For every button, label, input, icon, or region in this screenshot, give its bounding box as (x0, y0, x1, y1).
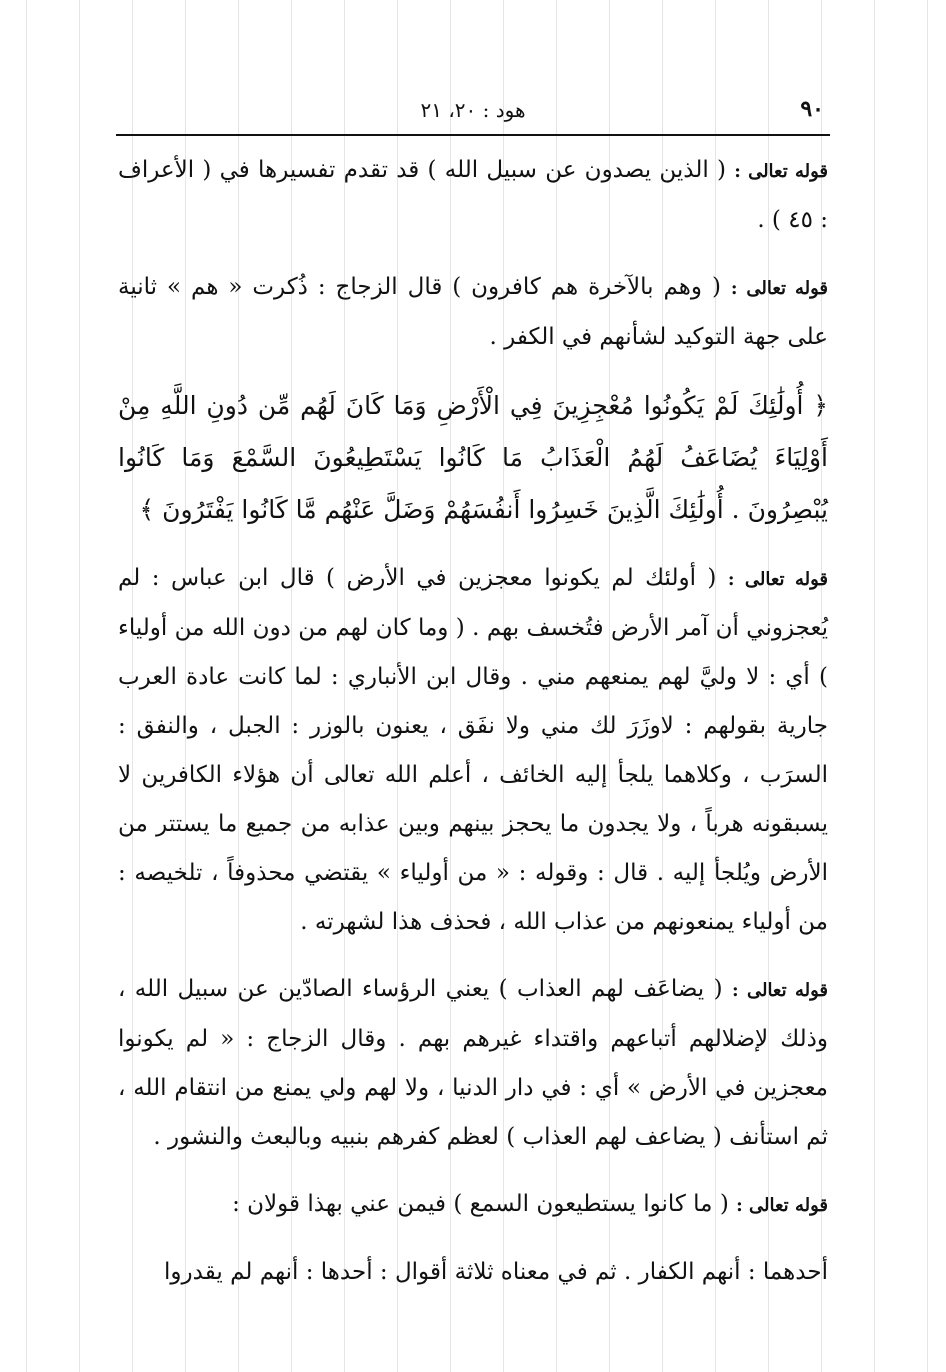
body-text (118, 146, 828, 1315)
page-number: ٩٠ (800, 96, 824, 122)
quran-verse-block (118, 380, 828, 536)
running-head: هود : ٢٠، ٢١ (420, 98, 526, 122)
paragraph (118, 1180, 828, 1230)
lemma-label: قوله تعالى : (727, 569, 828, 590)
lemma-label: قوله تعالى : (730, 278, 828, 299)
lemma-label: قوله تعالى : (736, 1195, 828, 1216)
lemma-label: قوله تعالى : (734, 161, 828, 182)
header-rule (116, 134, 830, 136)
paragraph (118, 263, 828, 362)
paragraph-text: أحدهما : أنهم الكفار . ثم في معناه ثلاثة أقوال : أحدها : أنهم لم يقدروا (164, 1259, 828, 1285)
verse-text: ﴿ أُولَٰئِكَ لَمْ يَكُونُوا مُعْجِزِينَ فِي الْأَرْضِ وَمَا كَانَ لَهُم مِّن دُونِ اللَّهِ مِنْ أَوْلِيَاءَ يُضَاعَفُ لَهُمُ الْعَذَابُ مَا كَانُوا يَسْتَطِيعُونَ السَّمْعَ وَمَا كَانُوا يُبْصِرُونَ . أُولَٰئِكَ الَّذِينَ خَسِرُوا أَنفُسَهُمْ وَضَلَّ عَنْهُم مَّا كَانُوا يَفْتَرُونَ ﴾ (118, 391, 828, 524)
paragraph (118, 965, 828, 1162)
paragraph-text: ( أولئك لم يكونوا معجزين في الأرض ) قال ابن عباس : لم يُعجزوني أن آمر الأرض فتُخسف بهم . ( وما كان لهم من دون الله من أولياء ) أي : لا وليَّ لهم يمنعهم مني . وقال ابن الأنباري : لما كانت عادة العرب جارية بقولهم : لاوزَرَ لك مني ولا نفَق ، يعنون بالوزر : الجبل ، والنفق : السرَب ، وكلاهما يلجأ إليه الخائف ، أعلم الله تعالى أن هؤلاء الكافرين لا يسبقونه هرباً ، ولا يجدون ما يحجز بينهم وبين عذابه من جميع ما يستتر من الأرض ويُلجأ إليه . قال : وقوله : « من أولياء » يقتضي محذوفاً ، تلخيصه : من أولياء يمنعونهم من عذاب الله ، فحذف هذا لشهرته . (118, 565, 828, 935)
page-header (116, 88, 830, 128)
paragraph-text: ( وهم بالآخرة هم كافرون ) قال الزجاج : ذُكرت « هم » ثانية على جهة التوكيد لشأنهم في الكفر . (118, 274, 828, 350)
paragraph (118, 554, 828, 947)
paragraph (118, 146, 828, 245)
paragraph (118, 1248, 828, 1297)
paragraph-text: ( يضاعَف لهم العذاب ) يعني الرؤساء الصادّين عن سبيل الله ، وذلك لإضلالهم أتباعهم واقتداء غيرهم بهم . وقال الزجاج : « لم يكونوا معجزين في الأرض » أي : في دار الدنيا ، ولا لهم ولي يمنع من انتقام الله ، ثم استأنف ( يضاعف لهم العذاب ) لعظم كفرهم بنبيه وبالبعث والنشور . (118, 976, 828, 1150)
paragraph-text: ( الذين يصدون عن سبيل الله ) قد تقدم تفسيرها في ( الأعراف : ٤٥ ) . (118, 157, 828, 233)
paragraph-text: ( ما كانوا يستطيعون السمع ) فيمن عني بهذا قولان : (232, 1191, 737, 1217)
lemma-label: قوله تعالى : (731, 980, 828, 1001)
